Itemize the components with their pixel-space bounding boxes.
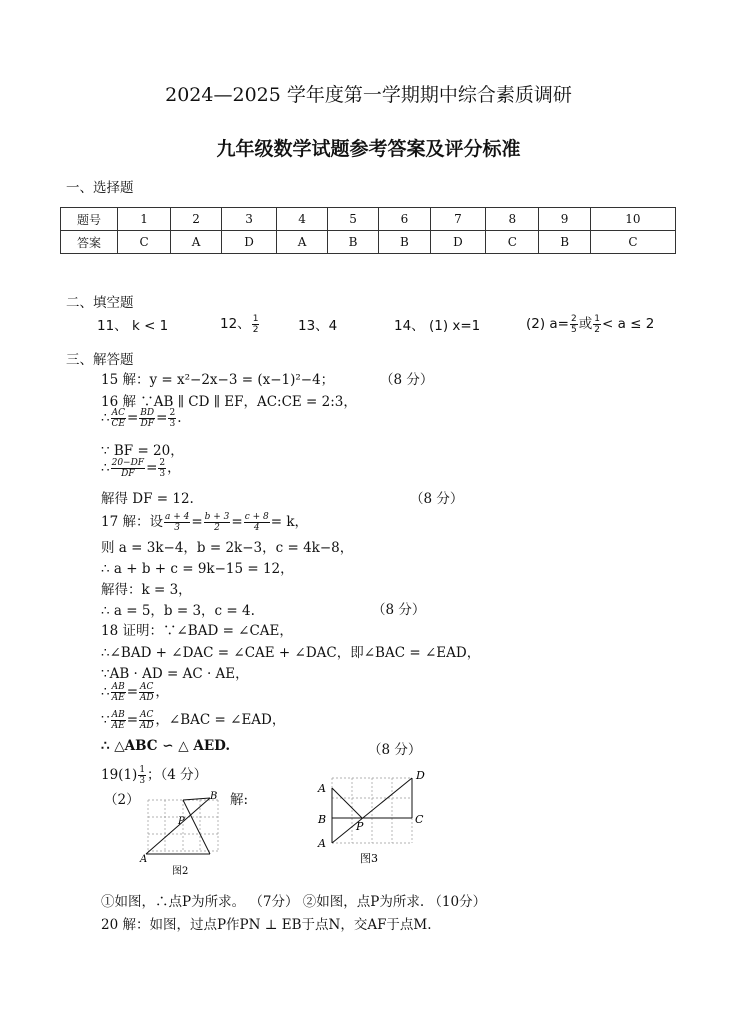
- solution-18-line5-suffix: ，∠BAC = ∠EAD，: [155, 712, 286, 728]
- q12-label: 12、: [220, 316, 251, 332]
- therefore-symbol: ∴: [101, 410, 110, 426]
- q14-fraction-2: [593, 314, 601, 335]
- fraction: [244, 512, 270, 533]
- figure-2-label-b: B: [210, 791, 218, 802]
- solution-15: 15 解：y = x²−2x−3 = (x−1)²−4；: [101, 372, 335, 388]
- figure-3-label-b: B: [318, 813, 327, 826]
- answer-cell: B: [379, 231, 430, 254]
- solution-18-line3: ∵AB · AD = AC · AE，: [101, 666, 249, 682]
- row-label-number: 题号: [61, 208, 118, 231]
- fraction-denominator: 3: [174, 523, 181, 533]
- fraction-denominator: AE: [111, 721, 125, 731]
- section-heading-fill: 二、填空题: [66, 295, 134, 311]
- fraction: [204, 512, 231, 533]
- fraction-denominator: CE: [111, 419, 126, 429]
- figure-3-label-p: P: [356, 820, 364, 833]
- q14-part2-suffix: < a ≤ 2: [601, 316, 655, 332]
- figure-2: [138, 790, 228, 878]
- fraction: [158, 458, 166, 479]
- solution-17-prefix: 17 解：设: [101, 514, 163, 530]
- answer-cell: C: [590, 231, 675, 254]
- answer-cell: D: [221, 231, 277, 254]
- q14-or: 或: [578, 316, 593, 332]
- score-15: （8 分）: [380, 372, 434, 388]
- answer-cell: B: [327, 231, 378, 254]
- solution-16-line2: ∴ $\frac{AC}{CE}$ = $\frac{BD}{DF}$ = $\frac{2}{3}$ .: [101, 408, 182, 429]
- fraction-numerator: 1: [139, 765, 146, 775]
- answer-q14-part2: [526, 312, 654, 335]
- fraction-denominator: AD: [139, 693, 154, 703]
- fraction-numerator: 2: [169, 408, 176, 418]
- question-number: 7: [430, 208, 486, 231]
- solution-19-suffix: ；（4 分）: [147, 767, 208, 783]
- table-row-numbers: [61, 208, 676, 231]
- figure-3: [314, 768, 434, 868]
- solution-16-line5: 解得 DF = 12.: [101, 491, 194, 507]
- fraction-denominator: 2: [252, 324, 259, 335]
- fraction-denominator: 2: [214, 523, 220, 533]
- question-number: 8: [486, 208, 539, 231]
- figure-3-label-d: D: [416, 769, 425, 782]
- solution-17-line3: ∴ a + b + c = 9k−15 = 12，: [101, 561, 294, 577]
- solution-19-part2-label: （2）: [104, 792, 140, 808]
- solution-18-line2: ∴∠BAD + ∠DAC = ∠CAE + ∠DAC，即∠BAC = ∠EAD，: [101, 645, 481, 661]
- answer-q11: 11、 k < 1: [97, 318, 169, 334]
- fraction: [139, 682, 154, 703]
- figure-3-caption: 图3: [360, 852, 378, 865]
- answer-cell: B: [539, 231, 590, 254]
- solution-16-line1: 16 解 ∵AB ∥ CD ∥ EF，AC:CE = 2:3，: [101, 394, 357, 410]
- answer-cell: D: [430, 231, 486, 254]
- fraction-numerator: 2: [159, 458, 166, 468]
- solution-18-line4: ∴ $\frac{AB}{AE}$ = $\frac{AC}{AD}$ ，: [101, 682, 169, 703]
- fraction-numerator: a + 4: [164, 512, 190, 522]
- solution-17-line2: 则 a = 3k−4，b = 2k−3，c = 4k−8，: [101, 540, 354, 556]
- fraction: [168, 408, 176, 429]
- solution-17-line4: 解得：k = 3，: [101, 582, 192, 598]
- fraction-numerator: AB: [111, 710, 125, 720]
- question-number: 3: [221, 208, 277, 231]
- answer-cell: A: [277, 231, 328, 254]
- table-row-answers: [61, 231, 676, 254]
- answer-cell: C: [486, 231, 539, 254]
- figure-3-label-a: A: [318, 782, 326, 795]
- fraction-denominator: 2: [594, 324, 600, 335]
- fraction-denominator: DF: [140, 419, 154, 429]
- question-number: 10: [590, 208, 675, 231]
- fraction-numerator: 20−DF: [111, 458, 145, 468]
- solution-19-jie: 解:: [230, 792, 249, 808]
- row-label-answer: 答案: [61, 231, 118, 254]
- answer-q14-part1: 14、 (1) x=1: [394, 318, 481, 334]
- section-heading-solve: 三、解答题: [66, 352, 134, 368]
- answer-q13: 13、4: [298, 318, 338, 334]
- fraction-denominator: AD: [139, 721, 154, 731]
- solution-17-line1: 17 解：设 $\frac{a + 4}{3}$ = $\frac{b + 3}{2}$ = $\frac{c + 8}{4}$ = k，: [101, 512, 309, 533]
- fraction: [111, 408, 126, 429]
- q12-fraction: [252, 314, 260, 335]
- fraction-numerator: 2: [571, 313, 577, 324]
- fraction-numerator: AC: [140, 682, 154, 692]
- fraction-numerator: 1: [252, 313, 259, 324]
- score-17: （8 分）: [372, 602, 426, 618]
- question-number: 1: [118, 208, 171, 231]
- fraction-numerator: 1: [594, 313, 600, 324]
- answer-cell: A: [171, 231, 222, 254]
- fraction: [164, 512, 190, 533]
- fraction-denominator: DF: [121, 469, 135, 479]
- question-number: 9: [539, 208, 590, 231]
- fraction-denominator: 3: [169, 419, 176, 429]
- answer-table: [60, 207, 676, 254]
- solution-18-line5: ∵ $\frac{AB}{AE}$ = $\frac{AC}{AD}$ ，∠BAC = ∠EAD，: [101, 710, 286, 731]
- therefore-symbol: ∴: [101, 684, 110, 700]
- solution-17-line5: ∴ a = 5，b = 3，c = 4.: [101, 603, 255, 619]
- fraction: [111, 682, 126, 703]
- section-heading-choice: 一、选择题: [66, 180, 134, 196]
- fraction-denominator: 5: [571, 324, 577, 335]
- fraction: [111, 458, 145, 479]
- solution-20-line1: 20 解：如图，过点P作PN ⊥ EB于点N，交AF于点M.: [101, 917, 432, 933]
- solution-17-suffix: = k，: [270, 514, 309, 530]
- figure-2-label-p: P: [178, 816, 185, 827]
- solution-18-line6: ∴ △ABC ∽ △ AED.: [101, 738, 231, 754]
- solution-16-line4: ∴ $\frac{20-DF}{DF}$ = $\frac{2}{3}$ ，: [101, 458, 181, 479]
- fraction-denominator: 3: [139, 776, 146, 786]
- q14-part2-prefix: (2) a=: [526, 316, 569, 332]
- fraction-numerator: AC: [140, 710, 154, 720]
- question-number: 6: [379, 208, 430, 231]
- solution-18-line1: 18 证明：∵∠BAD = ∠CAE，: [101, 623, 293, 639]
- therefore-symbol: ∴: [101, 460, 110, 476]
- fraction-numerator: c + 8: [244, 512, 269, 522]
- figure-3-label-a1: A: [318, 837, 326, 850]
- question-number: 2: [171, 208, 222, 231]
- fraction-numerator: AC: [111, 408, 125, 418]
- solution-19-line3: ①如图，∴点P为所求。 （7分） ②如图，点P为所求. （10分）: [101, 894, 487, 910]
- fraction-numerator: b + 3: [204, 512, 230, 522]
- fraction-denominator: 4: [253, 523, 260, 533]
- fraction: [139, 408, 155, 429]
- fraction-denominator: AE: [111, 693, 125, 703]
- score-16: （8 分）: [410, 491, 464, 507]
- fraction-denominator: 3: [159, 469, 166, 479]
- page-subtitle: 九年级数学试题参考答案及评分标准: [216, 138, 521, 160]
- fraction: [138, 765, 146, 786]
- fraction: [111, 710, 126, 731]
- figure-2-label-a: A: [140, 854, 148, 865]
- figure-3-label-c: C: [415, 813, 424, 826]
- solution-19-prefix: 19(1): [101, 767, 138, 783]
- fraction-numerator: AB: [111, 682, 125, 692]
- score-18: （8 分）: [368, 742, 422, 758]
- fraction: [139, 710, 154, 731]
- question-number: 4: [277, 208, 328, 231]
- page-title: 2024—2025 学年度第一学期期中综合素质调研: [165, 84, 572, 106]
- figure-2-caption: 图2: [172, 866, 189, 877]
- answer-q12: [220, 312, 260, 335]
- solution-16-line3: ∵ BF = 20，: [101, 443, 184, 459]
- question-number: 5: [327, 208, 378, 231]
- q14-fraction-1: [570, 314, 578, 335]
- solution-19-line1: [101, 763, 207, 786]
- answer-cell: C: [118, 231, 171, 254]
- fraction-numerator: BD: [140, 408, 155, 418]
- because-symbol: ∵: [101, 712, 110, 728]
